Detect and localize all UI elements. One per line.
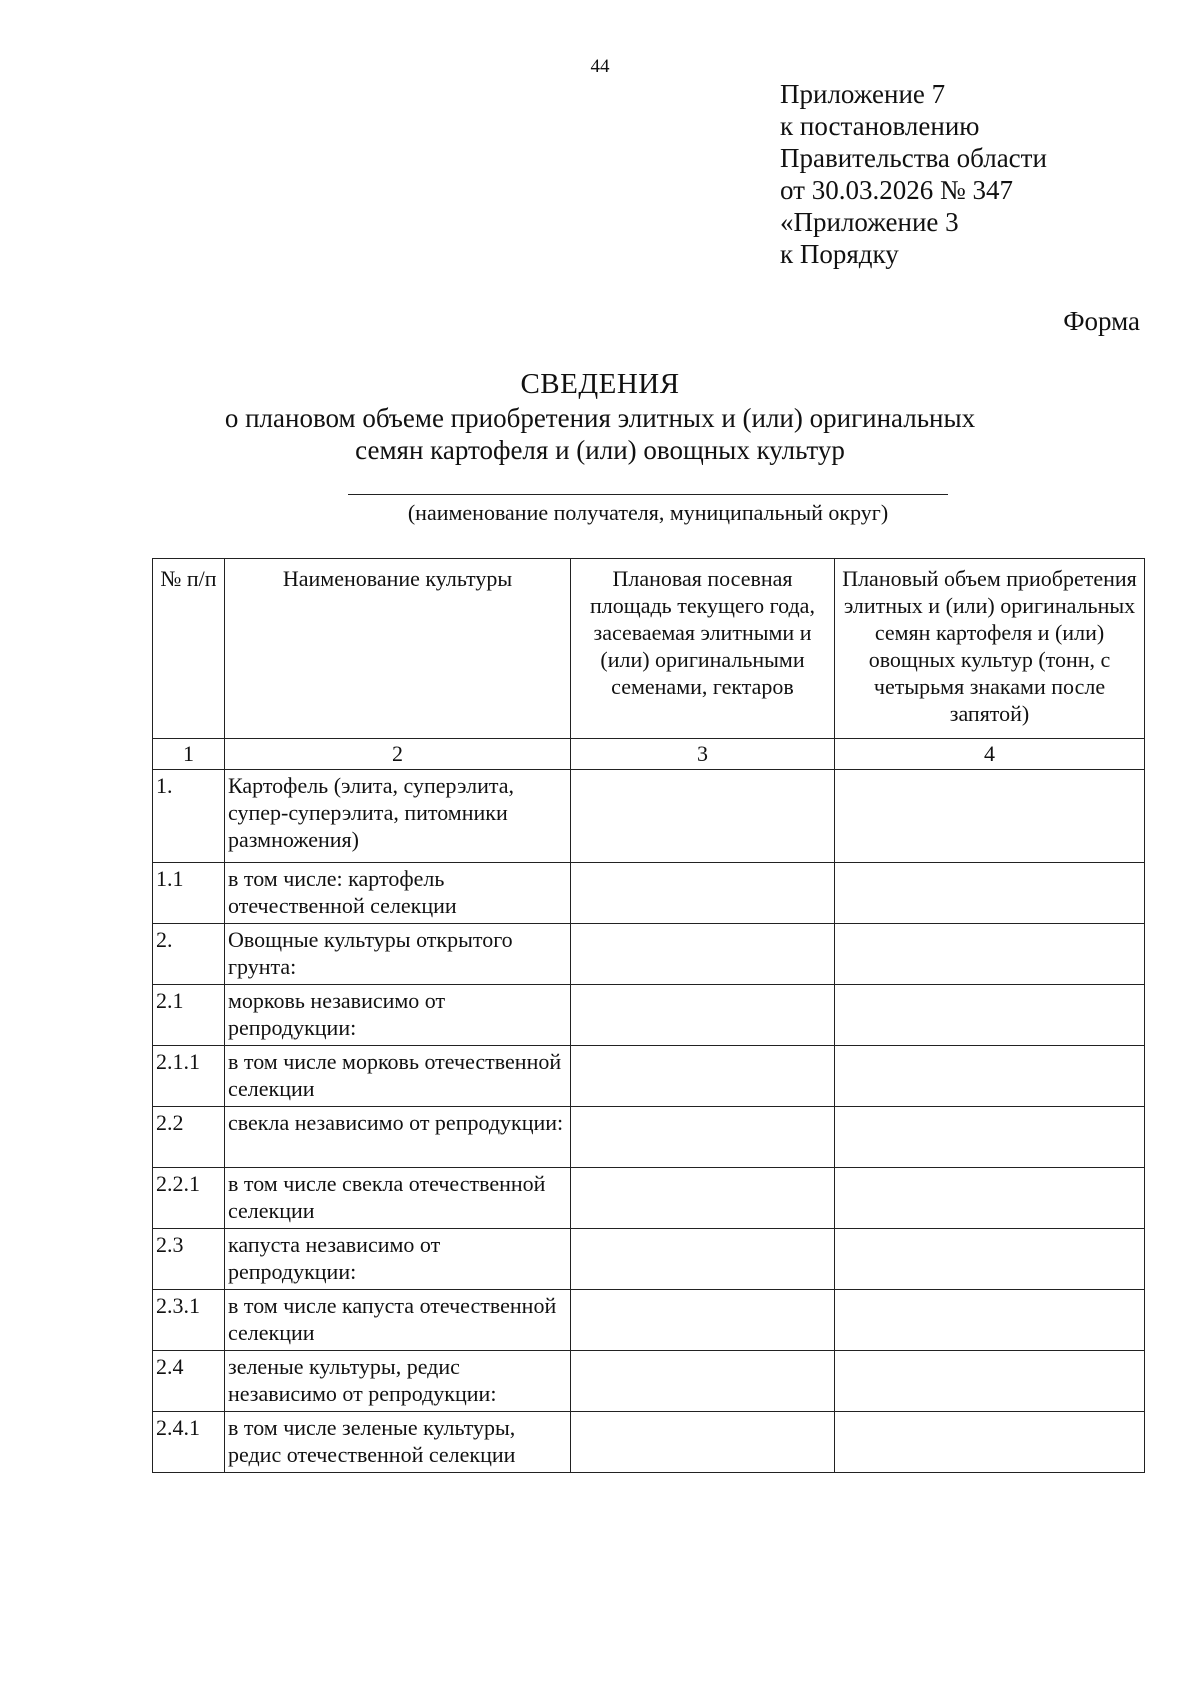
row-number: 2.4 (153, 1351, 225, 1412)
appendix-line: «Приложение 3 (780, 207, 959, 237)
form-label: Форма (1063, 306, 1140, 336)
appendix-block (780, 78, 1047, 270)
column-index-row (153, 739, 1145, 770)
table-row (153, 1290, 1145, 1351)
area-cell[interactable] (571, 863, 835, 924)
data-table (152, 558, 1145, 1473)
document-title: СВЕДЕНИЯ (520, 368, 680, 400)
column-index: 2 (225, 739, 571, 770)
area-cell[interactable] (571, 1412, 835, 1473)
area-cell[interactable] (571, 1046, 835, 1107)
volume-cell[interactable] (835, 1046, 1145, 1107)
appendix-line: к Порядку (780, 239, 899, 269)
document-subtitle (0, 402, 1200, 466)
table-row (153, 863, 1145, 924)
appendix-line: от 30.03.2026 № 347 (780, 175, 1013, 205)
header-area: Плановая посевная площадь текущего года, засеваемая элитными и (или) оригинальными семенами, гектаров (571, 559, 835, 739)
volume-cell[interactable] (835, 924, 1145, 985)
area-cell[interactable] (571, 770, 835, 863)
row-number: 1. (153, 770, 225, 863)
volume-cell[interactable] (835, 863, 1145, 924)
row-number: 2.1.1 (153, 1046, 225, 1107)
volume-cell[interactable] (835, 985, 1145, 1046)
crop-name: в том числе зеленые культуры, редис отечественной селекции (225, 1412, 571, 1473)
volume-cell[interactable] (835, 1412, 1145, 1473)
row-number: 1.1 (153, 863, 225, 924)
crop-name: зеленые культуры, редис независимо от репродукции: (225, 1351, 571, 1412)
row-number: 2.2 (153, 1107, 225, 1168)
header-row (153, 559, 1145, 739)
volume-cell[interactable] (835, 770, 1145, 863)
table-row (153, 1229, 1145, 1290)
table-row (153, 1107, 1145, 1168)
table-row (153, 985, 1145, 1046)
crop-name: капуста независимо от репродукции: (225, 1229, 571, 1290)
appendix-line: к постановлению (780, 111, 980, 141)
row-number: 2.3.1 (153, 1290, 225, 1351)
column-index: 1 (153, 739, 225, 770)
header-volume: Плановый объем приобретения элитных и (или) оригинальных семян картофеля и (или) овощных культур (тонн, с четырьмя знаками после запятой) (835, 559, 1145, 739)
area-cell[interactable] (571, 924, 835, 985)
crop-name: в том числе капуста отечественной селекции (225, 1290, 571, 1351)
row-number: 2.4.1 (153, 1412, 225, 1473)
header-name: Наименование культуры (225, 559, 571, 739)
appendix-line: Приложение 7 (780, 79, 946, 109)
subtitle-line-2: семян картофеля и (или) овощных культур (355, 435, 845, 465)
subtitle-line-1: о плановом объеме приобретения элитных и (или) оригинальных (224, 403, 976, 433)
row-number: 2.1 (153, 985, 225, 1046)
row-number: 2.3 (153, 1229, 225, 1290)
table-row (153, 1412, 1145, 1473)
recipient-caption: (наименование получателя, муниципальный округ) (407, 500, 889, 525)
header-num: № п/п (153, 559, 225, 739)
column-index: 3 (571, 739, 835, 770)
crop-name: Картофель (элита, суперэлита, супер-суперэлита, питомники размножения) (225, 770, 571, 863)
volume-cell[interactable] (835, 1229, 1145, 1290)
page-number: 44 (590, 56, 610, 77)
row-number: 2. (153, 924, 225, 985)
table-row (153, 1168, 1145, 1229)
area-cell[interactable] (571, 1229, 835, 1290)
area-cell[interactable] (571, 1290, 835, 1351)
recipient-fill-line[interactable] (348, 494, 948, 495)
table-row (153, 770, 1145, 863)
area-cell[interactable] (571, 1168, 835, 1229)
volume-cell[interactable] (835, 1107, 1145, 1168)
crop-name: в том числе: картофель отечественной селекции (225, 863, 571, 924)
crop-name: свекла независимо от репродукции: (225, 1107, 571, 1168)
table-row (153, 924, 1145, 985)
crop-name: в том числе свекла отечественной селекции (225, 1168, 571, 1229)
row-number: 2.2.1 (153, 1168, 225, 1229)
crop-name: в том числе морковь отечественной селекции (225, 1046, 571, 1107)
crop-name: морковь независимо от репродукции: (225, 985, 571, 1046)
area-cell[interactable] (571, 985, 835, 1046)
table-row (153, 1046, 1145, 1107)
area-cell[interactable] (571, 1351, 835, 1412)
crop-name: Овощные культуры открытого грунта: (225, 924, 571, 985)
column-index: 4 (835, 739, 1145, 770)
volume-cell[interactable] (835, 1290, 1145, 1351)
volume-cell[interactable] (835, 1351, 1145, 1412)
volume-cell[interactable] (835, 1168, 1145, 1229)
area-cell[interactable] (571, 1107, 835, 1168)
appendix-line: Правительства области (780, 143, 1047, 173)
table-row (153, 1351, 1145, 1412)
